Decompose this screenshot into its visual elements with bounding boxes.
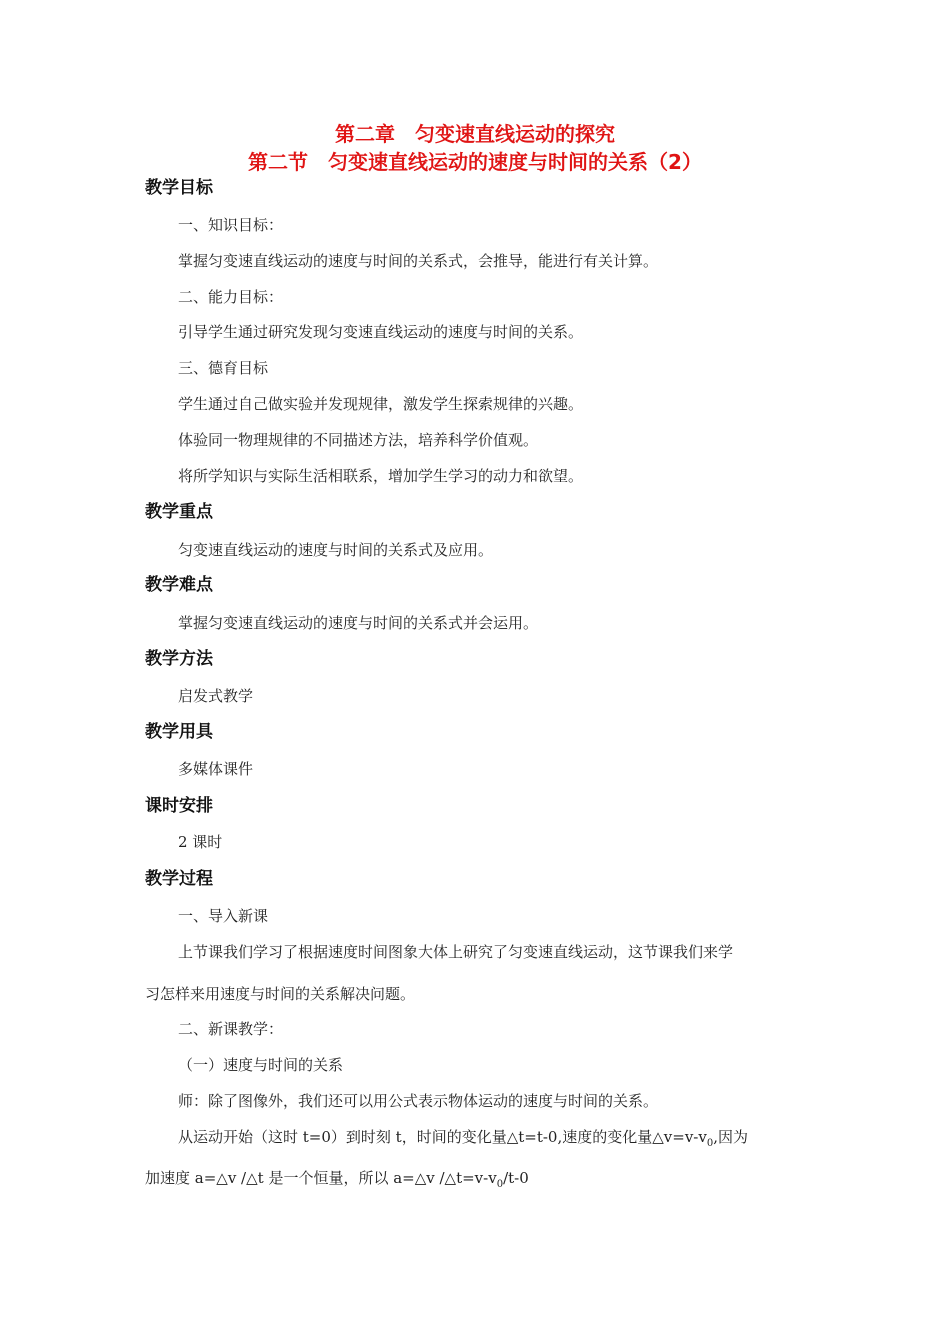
schedule-text: 2 课时 [178, 833, 223, 851]
formula-line-1-main: 从运动开始（这时 t=0）到时刻 t，时间的变化量△t=t-0,速度的变化量△v=v-v [178, 1128, 707, 1146]
process-intro-text-b: 习怎样来用速度与时间的关系解决问题。 [145, 985, 416, 1003]
goal-moral-label: 三、德育目标 [178, 359, 269, 377]
formula-line-2-main: 加速度 a=△v /△t 是一个恒量，所以 a=△v /△t=v-v [145, 1169, 497, 1187]
tools-text: 多媒体课件 [178, 760, 254, 778]
key-points-text: 匀变速直线运动的速度与时间的关系式及应用。 [178, 541, 494, 559]
difficulties-text: 掌握匀变速直线运动的速度与时间的关系式并会运用。 [178, 614, 539, 632]
method-text: 启发式教学 [178, 687, 254, 705]
process-teacher-text: 师：除了图像外，我们还可以用公式表示物体运动的速度与时间的关系。 [178, 1092, 659, 1110]
heading-process: 教学过程 [145, 869, 213, 889]
formula-line-2 [145, 1168, 529, 1195]
heading-difficulties: 教学难点 [145, 575, 213, 595]
goal-moral-text-1: 学生通过自己做实验并发现规律，激发学生探索规律的兴趣。 [178, 395, 584, 413]
process-intro-text-a: 上节课我们学习了根据速度时间图象大体上研究了匀变速直线运动，这节课我们来学 [178, 943, 734, 961]
formula-line-1 [178, 1127, 748, 1154]
heading-tools: 教学用具 [145, 722, 213, 742]
goal-knowledge-label: 一、知识目标： [178, 216, 284, 234]
chapter-title: 第二章 匀变速直线运动的探究 [335, 122, 615, 146]
heading-schedule: 课时安排 [145, 796, 213, 816]
process-new-lesson-label: 二、新课教学： [178, 1020, 284, 1038]
formula-line-1-tail: ,因为 [713, 1128, 748, 1146]
formula-line-2-tail: /t-0 [503, 1169, 529, 1187]
goal-knowledge-text: 掌握匀变速直线运动的速度与时间的关系式，会推导，能进行有关计算。 [178, 252, 659, 270]
process-intro-label: 一、导入新课 [178, 907, 269, 925]
heading-key-points: 教学重点 [145, 502, 213, 522]
section-title: 第二节 匀变速直线运动的速度与时间的关系（2） [248, 150, 702, 174]
formula-line-2-subscript: 0 [496, 1179, 504, 1190]
formula-line-1-subscript: 0 [706, 1138, 714, 1149]
heading-method: 教学方法 [145, 649, 213, 669]
goal-ability-label: 二、能力目标： [178, 288, 284, 306]
goal-moral-text-3: 将所学知识与实际生活相联系，增加学生学习的动力和欲望。 [178, 467, 584, 485]
goal-moral-text-2: 体验同一物理规律的不同描述方法，培养科学价值观。 [178, 431, 539, 449]
heading-goals: 教学目标 [145, 178, 213, 198]
process-subsection-label: （一）速度与时间的关系 [178, 1056, 344, 1074]
goal-ability-text: 引导学生通过研究发现匀变速直线运动的速度与时间的关系。 [178, 323, 584, 341]
